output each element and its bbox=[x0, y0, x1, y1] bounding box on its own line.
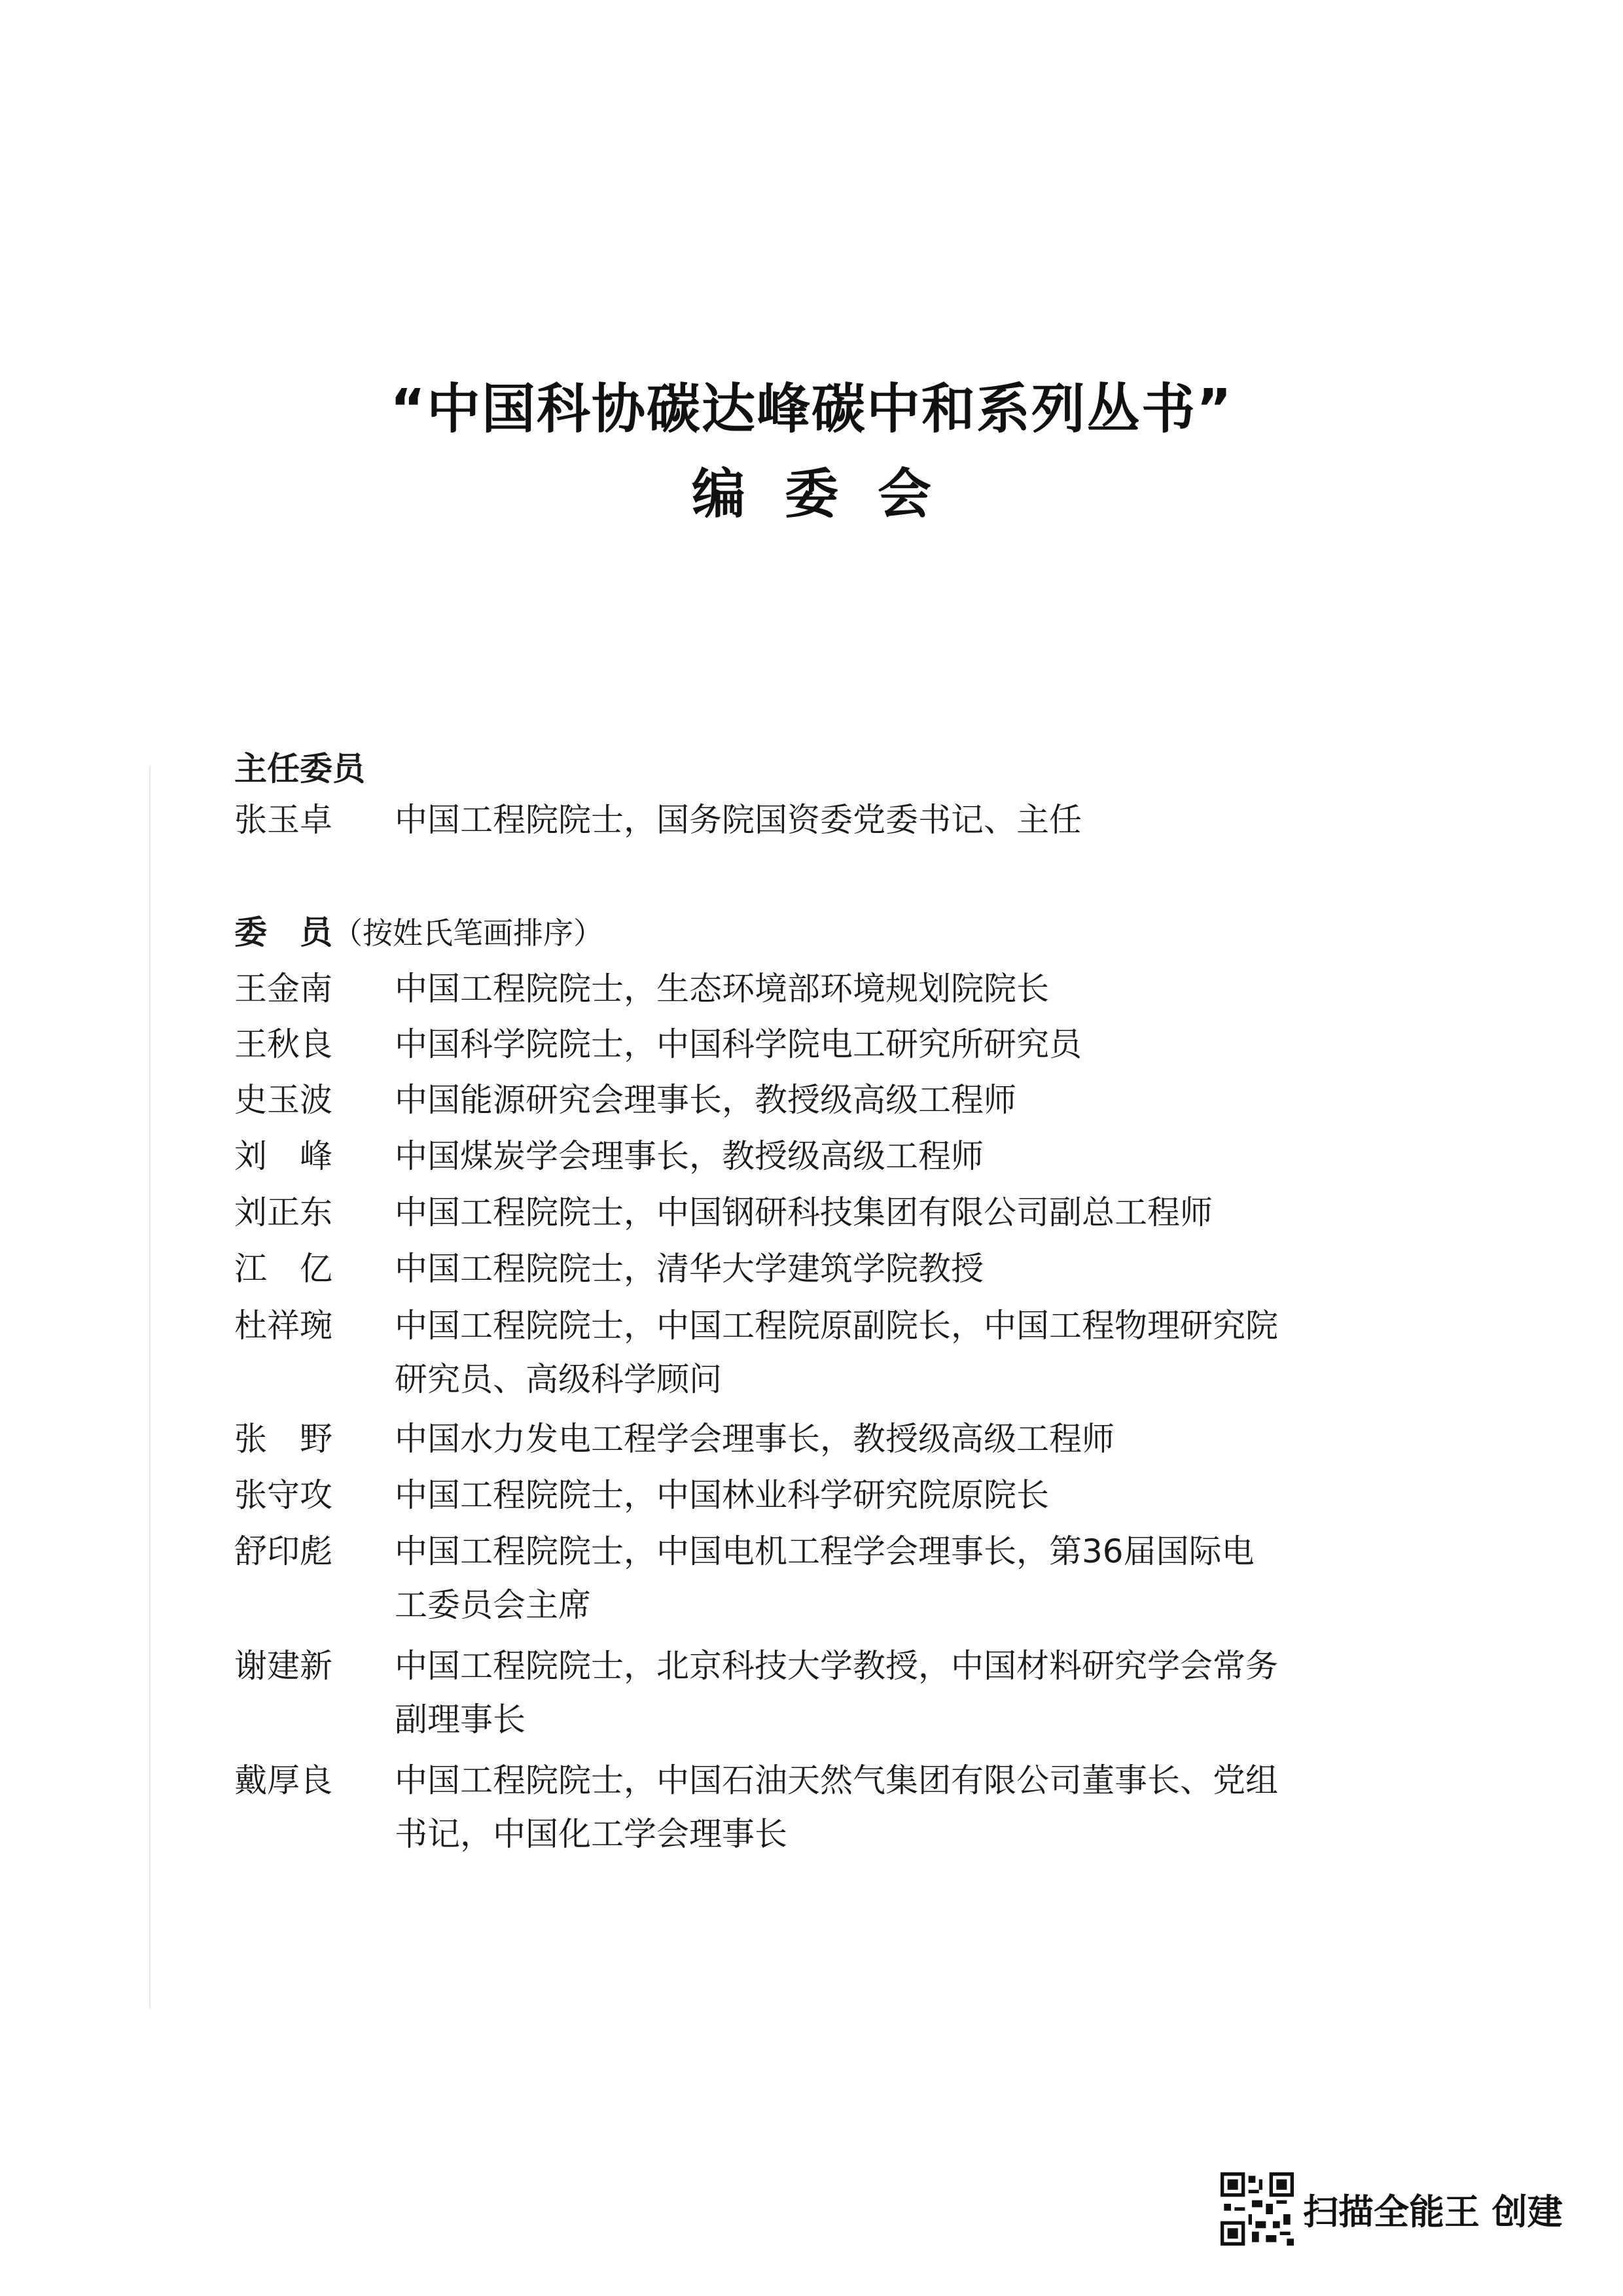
member-name: 史玉波 bbox=[234, 1081, 332, 1119]
committee-title: 编委会 bbox=[691, 463, 971, 525]
member-name: 谢建新 bbox=[234, 1647, 332, 1685]
scanner-watermark bbox=[1221, 2171, 1563, 2247]
member-name: 戴厚良 bbox=[234, 1761, 332, 1799]
member-name: 张 野 bbox=[234, 1420, 332, 1458]
member-desc: 中国工程院院士，中国石油天然气集团有限公司董事长、党组书记，中国化工学会理事长 bbox=[395, 1761, 1278, 1853]
page-edge-shadow bbox=[149, 766, 151, 2009]
member-name: 王秋良 bbox=[234, 1025, 332, 1063]
member-name: 刘正东 bbox=[234, 1193, 332, 1231]
chair-heading-label: 主任委员 bbox=[234, 750, 365, 788]
members-heading-label: 委 员 bbox=[234, 913, 332, 951]
member-desc: 中国工程院院士，中国工程院原副院长，中国工程物理研究院研究员、高级科学顾问 bbox=[395, 1307, 1278, 1398]
member-name: 杜祥琬 bbox=[234, 1307, 332, 1345]
member-desc: 中国工程院院士，北京科技大学教授，中国材料研究学会常务副理事长 bbox=[395, 1647, 1278, 1739]
member-name: 张玉卓 bbox=[234, 801, 332, 839]
qr-code-icon bbox=[1221, 2172, 1294, 2246]
member-name: 舒印彪 bbox=[234, 1532, 332, 1570]
members-section-heading bbox=[234, 906, 603, 953]
member-desc: 中国工程院院士，中国林业科学研究院原院长 bbox=[395, 1476, 1049, 1514]
member-desc: 中国工程院院士，中国钢研科技集团有限公司副总工程师 bbox=[395, 1193, 1213, 1231]
member-desc: 中国工程院院士，国务院国资委党委书记、主任 bbox=[395, 801, 1082, 839]
member-name: 王金南 bbox=[234, 970, 332, 1008]
member-desc: 中国煤炭学会理事长，教授级高级工程师 bbox=[395, 1137, 984, 1175]
book-series-title: “中国科协碳达峰碳中和系列丛书” bbox=[390, 378, 1233, 440]
member-name: 江 亿 bbox=[234, 1250, 332, 1288]
chair-section-heading bbox=[234, 743, 365, 790]
member-desc: 中国工程院院士，清华大学建筑学院教授 bbox=[395, 1250, 984, 1288]
member-desc: 中国能源研究会理事长，教授级高级工程师 bbox=[395, 1081, 1016, 1119]
member-desc: 中国水力发电工程学会理事长，教授级高级工程师 bbox=[395, 1420, 1115, 1458]
member-desc: 中国科学院院士，中国科学院电工研究所研究员 bbox=[395, 1025, 1082, 1063]
watermark-text: 扫描全能王 创建 bbox=[1303, 2191, 1563, 2233]
member-name: 张守攻 bbox=[234, 1476, 332, 1514]
member-desc: 中国工程院院士，中国电机工程学会理事长，第36届国际电工委员会主席 bbox=[395, 1532, 1255, 1624]
member-name: 刘 峰 bbox=[234, 1137, 332, 1175]
members-sort-note: （按姓氏笔画排序） bbox=[332, 915, 603, 951]
member-desc: 中国工程院院士，生态环境部环境规划院院长 bbox=[395, 970, 1049, 1008]
